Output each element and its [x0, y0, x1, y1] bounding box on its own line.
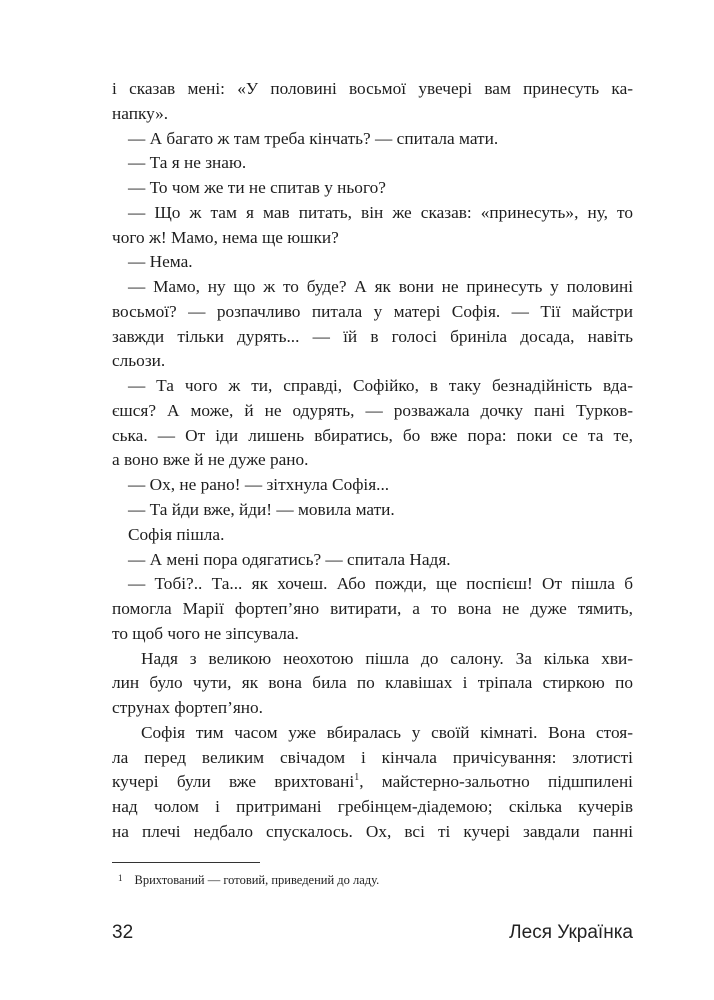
- text-line: — Мамо, ну що ж то буде? А як вони не принесуть у половині: [128, 277, 633, 297]
- text-line: то щоб чого не зіпсувала.: [112, 623, 299, 643]
- text-line: — Нема.: [128, 252, 193, 272]
- text-line: — То чом же ти не спитав у нього?: [128, 178, 386, 198]
- text-line: Софія пішла.: [128, 524, 225, 544]
- text-line: над чолом і притримані гребінцем-діадемою; скілька кучерів: [112, 797, 633, 817]
- text-line: кучері були вже врихтовані$^1$, майстерно-зальотно підшпилені: [112, 772, 633, 792]
- text-line: лин було чути, як вона била по клавішах і тріпала стиркою по: [112, 673, 633, 693]
- text-line: восьмої? — розпачливо питала у матері Софія. — Тії майстри: [112, 301, 633, 321]
- text-line: струнах фортеп’яно.: [112, 698, 263, 718]
- text-line: Надя з великою неохотою пішла до салону. За кілька хви-: [141, 648, 633, 668]
- text-line: — Що ж там я мав питать, він же сказав: «принесуть», ну, то: [128, 202, 633, 222]
- running-footer-author: Леся Українка: [509, 922, 633, 943]
- text-line: і сказав мені: «У половині восьмої увечері вам принесуть ка-: [112, 79, 633, 98]
- text-line: напку».: [112, 103, 169, 123]
- body-text: [112, 77, 633, 845]
- text-line: — Та чого ж ти, справді, Софійко, в таку безнадійність вда-: [128, 376, 633, 396]
- text-line: ла перед великим свічадом і кінчала причісування: злотисті: [112, 747, 633, 767]
- page-number: 32: [112, 922, 134, 943]
- footnote-reference: 1: [354, 772, 360, 784]
- text-line: завжди тільки дурять... — їй в голосі бриніла досада, навіть: [112, 326, 633, 346]
- text-line: Софія тим часом уже вбиралась у своїй кімнаті. Вона стоя-: [141, 722, 633, 742]
- text-line: — Та я не знаю.: [128, 153, 247, 173]
- text-line: чого ж! Мамо, нема ще юшки?: [112, 227, 339, 247]
- footnote-text: Врихтований — готовий, приведений до ладу.: [134, 873, 380, 887]
- text-line: а воно вже й не дуже рано.: [112, 450, 309, 470]
- text-line: ська. — От іди лишень вбиратись, бо вже пора: поки се та те,: [112, 425, 633, 445]
- footnote-divider: [112, 862, 260, 863]
- text-line: єшся? А може, й не одурять, — розважала дочку пані Турков-: [112, 400, 633, 420]
- text-line: сльози.: [112, 351, 166, 371]
- text-line: — Тобі?.. Та... як хочеш. Або пожди, ще поспієш! От пішла б: [128, 574, 633, 594]
- footnote: [118, 873, 379, 888]
- text-line: — А багато ж там треба кінчать? — спитала мати.: [128, 128, 499, 148]
- text-line: — А мені пора одягатись? — спитала Надя.: [128, 549, 451, 569]
- text-line: на плечі недбало спускалось. Ох, всі ті кучері завдали панні: [112, 821, 633, 841]
- text-line: — Ох, не рано! — зітхнула Софія...: [128, 475, 390, 495]
- footnote-mark: 1: [118, 873, 123, 883]
- text-line: помогла Марії фортеп’яно витирати, а то вона не дуже тямить,: [112, 599, 633, 619]
- text-line: — Та йди вже, йди! — мовила мати.: [128, 500, 395, 520]
